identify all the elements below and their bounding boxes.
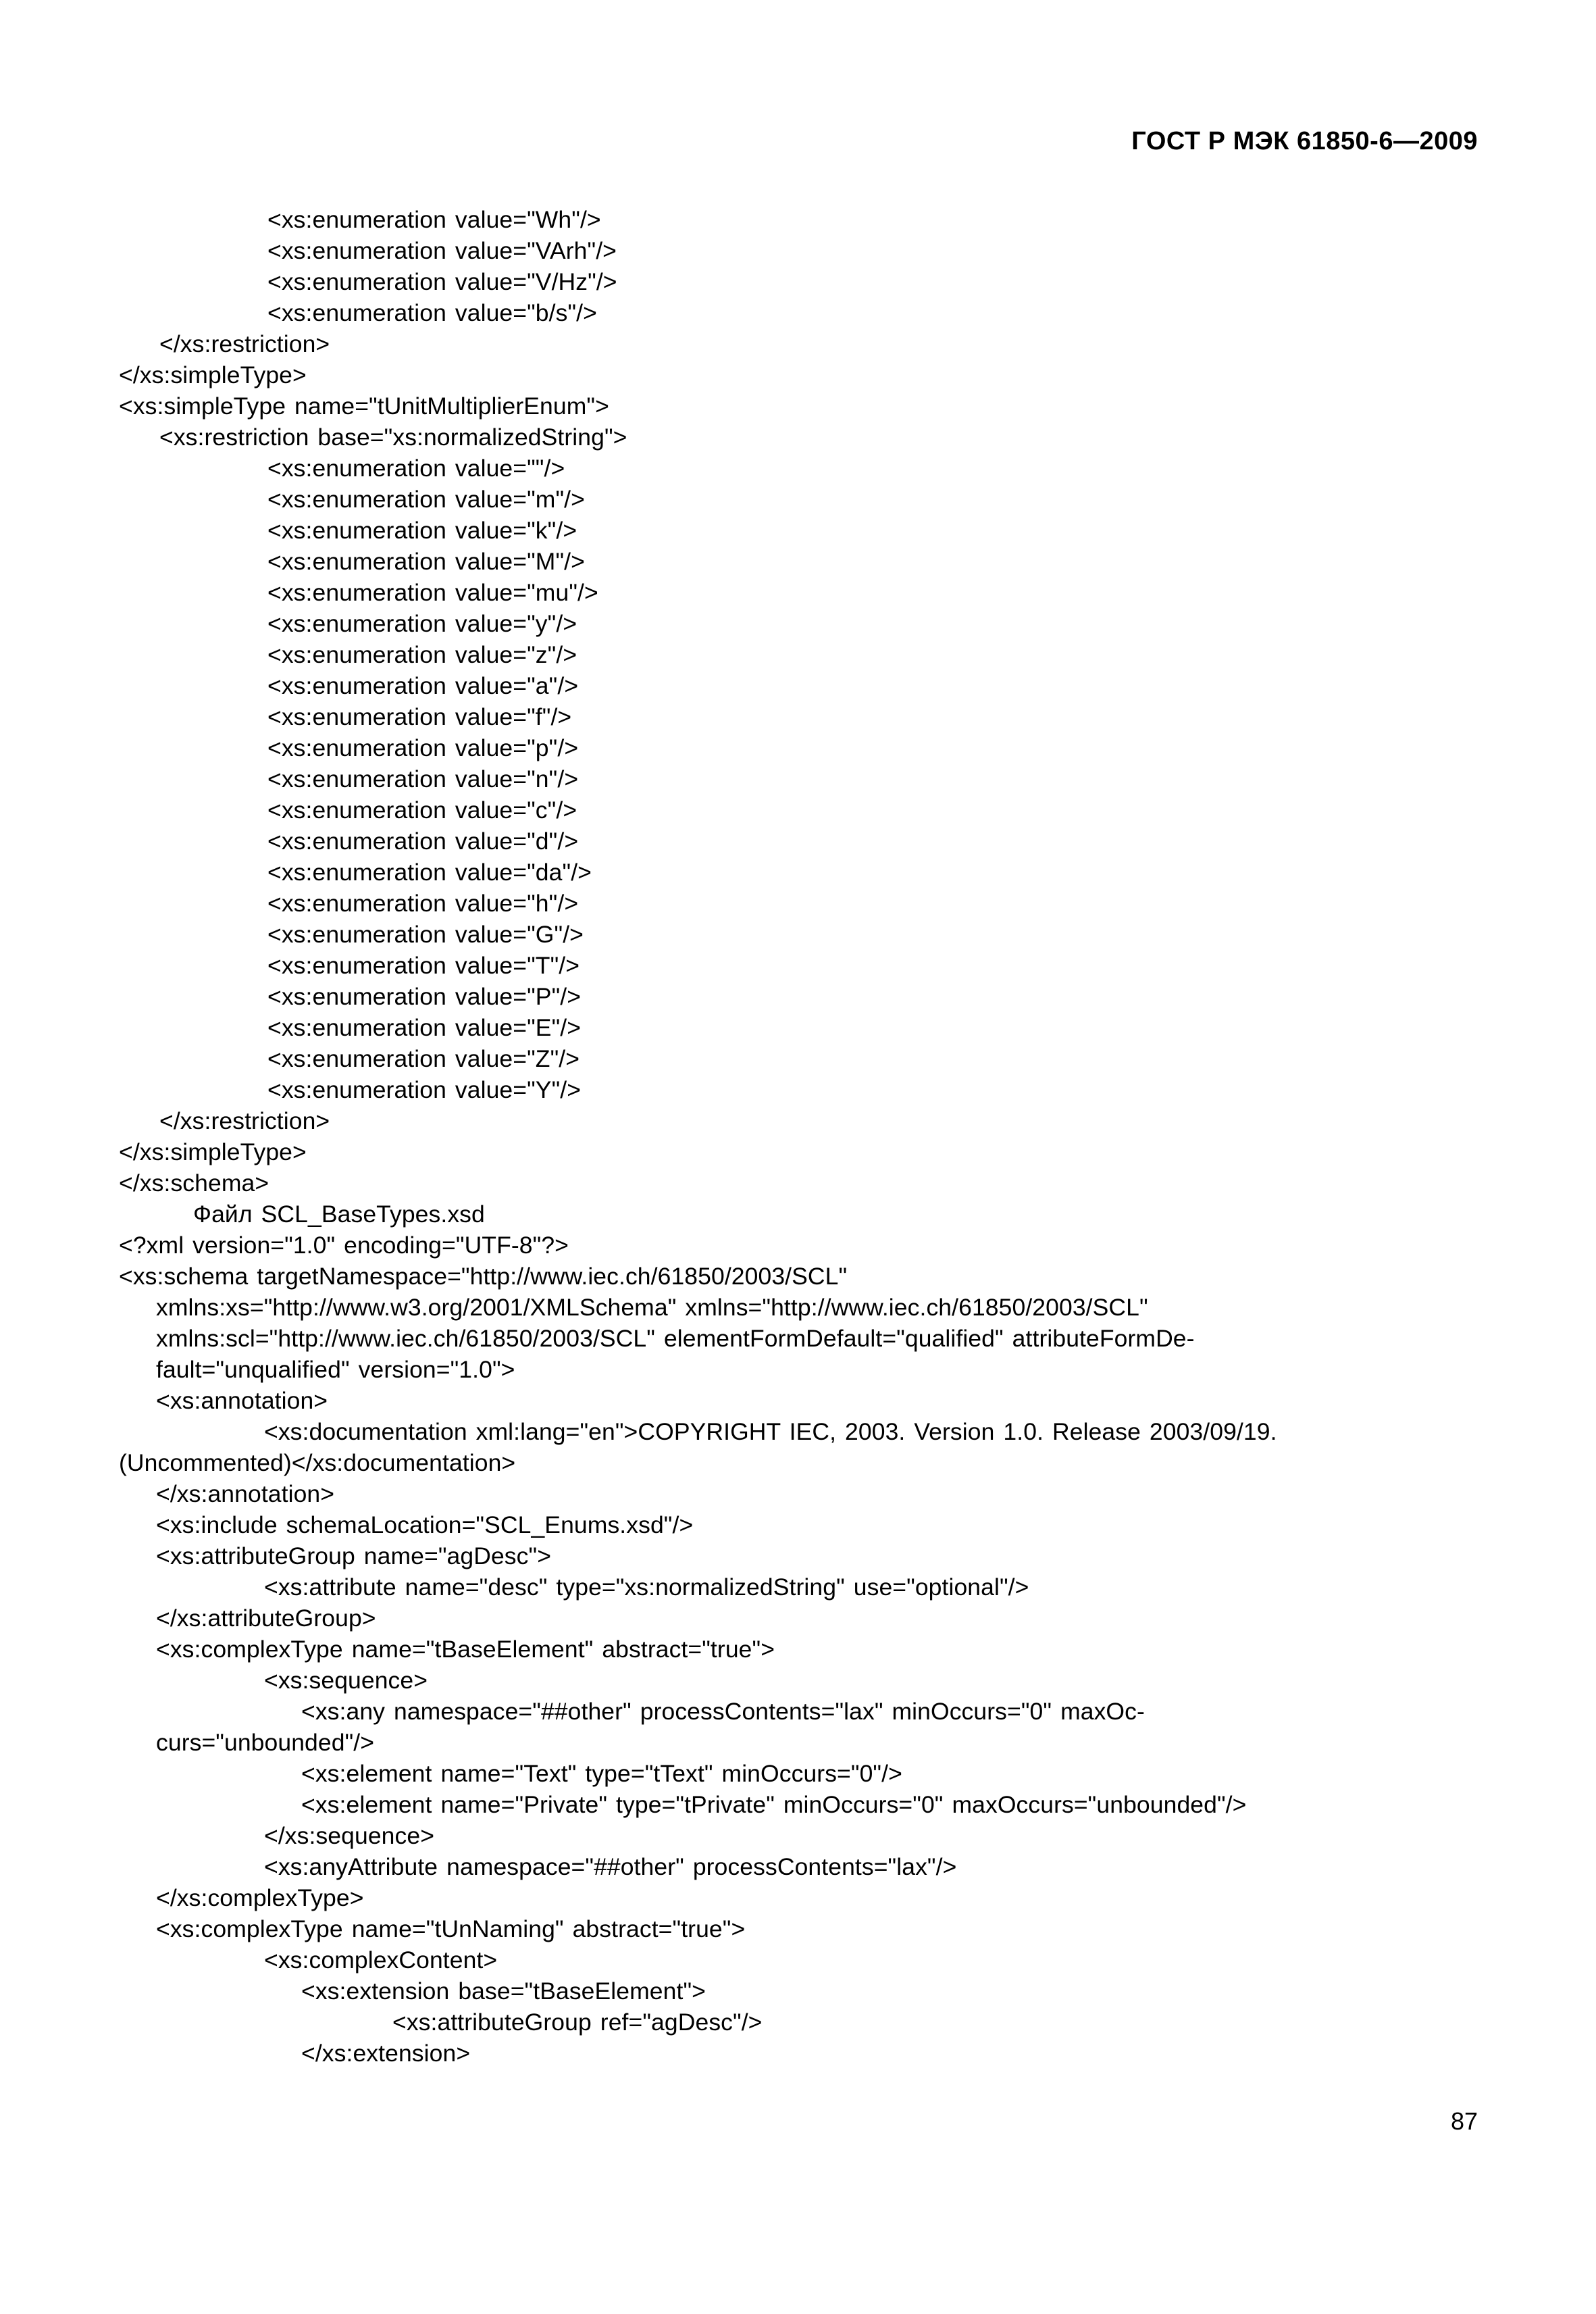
code-line: <xs:anyAttribute namespace="##other" processContents="lax"/> — [264, 1853, 957, 1880]
code-line: <xs:enumeration value="mu"/> — [267, 579, 598, 606]
code-line: <xs:enumeration value="c"/> — [267, 797, 577, 824]
code-line: <xs:enumeration value="E"/> — [267, 1014, 582, 1041]
code-line: <xs:include schemaLocation="SCL_Enums.xsd"/> — [156, 1511, 694, 1538]
code-line: <xs:documentation xml:lang="en">COPYRIGHT IEC, 2003. Version 1.0. Release 2003/09/19. — [264, 1418, 1277, 1445]
code-line: <xs:enumeration value="n"/> — [267, 765, 579, 793]
code-line: <xs:enumeration value="h"/> — [267, 890, 579, 917]
code-line: <xs:enumeration value="T"/> — [267, 952, 580, 979]
code-line: fault="unqualified" version="1.0"> — [156, 1356, 515, 1383]
code-line: <xs:enumeration value="Z"/> — [267, 1045, 580, 1072]
code-line: (Uncommented)</xs:documentation> — [119, 1449, 516, 1476]
code-line: <xs:enumeration value="Wh"/> — [267, 206, 601, 233]
code-line: <xs:enumeration value="a"/> — [267, 672, 579, 699]
code-line: <xs:complexContent> — [264, 1946, 498, 1973]
code-line: <xs:enumeration value="VArh"/> — [267, 237, 617, 264]
code-line: <xs:element name="Private" type="tPrivate" minOccurs="0" maxOccurs="unbounded"/> — [301, 1791, 1247, 1818]
code-line: <xs:element name="Text" type="tText" minOccurs="0"/> — [301, 1760, 902, 1787]
code-line: <xs:enumeration value="y"/> — [267, 610, 577, 637]
code-line: </xs:attributeGroup> — [156, 1605, 376, 1632]
document-header: ГОСТ Р МЭК 61850-6—2009 — [1131, 127, 1478, 155]
code-line: <xs:sequence> — [264, 1667, 428, 1694]
code-line: <xs:enumeration value="V/Hz"/> — [267, 268, 617, 295]
code-line: </xs:restriction> — [159, 1107, 330, 1134]
code-line: </xs:simpleType> — [119, 361, 307, 388]
code-line: <xs:enumeration value="m"/> — [267, 486, 585, 513]
code-line: </xs:complexType> — [156, 1884, 364, 1911]
code-line: <xs:any namespace="##other" processContents="lax" minOccurs="0" maxOc- — [301, 1698, 1145, 1725]
code-line: <xs:enumeration value=""/> — [267, 455, 565, 482]
code-line: <xs:enumeration value="z"/> — [267, 641, 577, 668]
code-line: <xs:attributeGroup ref="agDesc"/> — [392, 2009, 763, 2036]
code-line: <xs:simpleType name="tUnitMultiplierEnum"> — [119, 393, 609, 420]
code-line: <xs:complexType name="tUnNaming" abstract="true"> — [156, 1915, 746, 1942]
code-line: <xs:enumeration value="M"/> — [267, 548, 585, 575]
code-line: <?xml version="1.0" encoding="UTF-8"?> — [119, 1232, 569, 1259]
code-line: <xs:attributeGroup name="agDesc"> — [156, 1542, 552, 1569]
code-line: <xs:enumeration value="b/s"/> — [267, 299, 597, 326]
code-line: xmlns:xs="http://www.w3.org/2001/XMLSchema" xmlns="http://www.iec.ch/61850/2003/SCL" — [156, 1294, 1148, 1321]
code-line: <xs:enumeration value="p"/> — [267, 734, 579, 761]
code-line: </xs:extension> — [301, 2040, 471, 2067]
code-line: <xs:enumeration value="G"/> — [267, 921, 584, 948]
code-line: </xs:restriction> — [159, 330, 330, 357]
code-line: <xs:enumeration value="da"/> — [267, 859, 592, 886]
code-line: </xs:sequence> — [264, 1822, 435, 1849]
code-line: <xs:enumeration value="k"/> — [267, 517, 577, 544]
code-line: </xs:annotation> — [156, 1480, 335, 1507]
code-line: <xs:schema targetNamespace="http://www.iec.ch/61850/2003/SCL" — [119, 1263, 848, 1290]
code-line: <xs:complexType name="tBaseElement" abstract="true"> — [156, 1636, 775, 1663]
code-line: </xs:schema> — [119, 1169, 269, 1197]
code-line: <xs:enumeration value="P"/> — [267, 983, 582, 1010]
code-line: <xs:annotation> — [156, 1387, 328, 1414]
code-line: <xs:enumeration value="d"/> — [267, 828, 579, 855]
code-line: curs="unbounded"/> — [156, 1729, 375, 1756]
code-line: </xs:simpleType> — [119, 1138, 307, 1165]
code-line: <xs:enumeration value="Y"/> — [267, 1076, 582, 1103]
code-line: <xs:extension base="tBaseElement"> — [301, 1978, 706, 2005]
code-line: <xs:restriction base="xs:normalizedString"> — [159, 424, 627, 451]
code-line: <xs:attribute name="desc" type="xs:normalizedString" use="optional"/> — [264, 1574, 1029, 1601]
file-name-caption: Файл SCL_BaseTypes.xsd — [193, 1201, 485, 1228]
code-line: xmlns:scl="http://www.iec.ch/61850/2003/SCL" elementFormDefault="qualified" attributeFormDe- — [156, 1325, 1195, 1352]
page-number: 87 — [1450, 2107, 1478, 2135]
code-line: <xs:enumeration value="f"/> — [267, 703, 572, 730]
